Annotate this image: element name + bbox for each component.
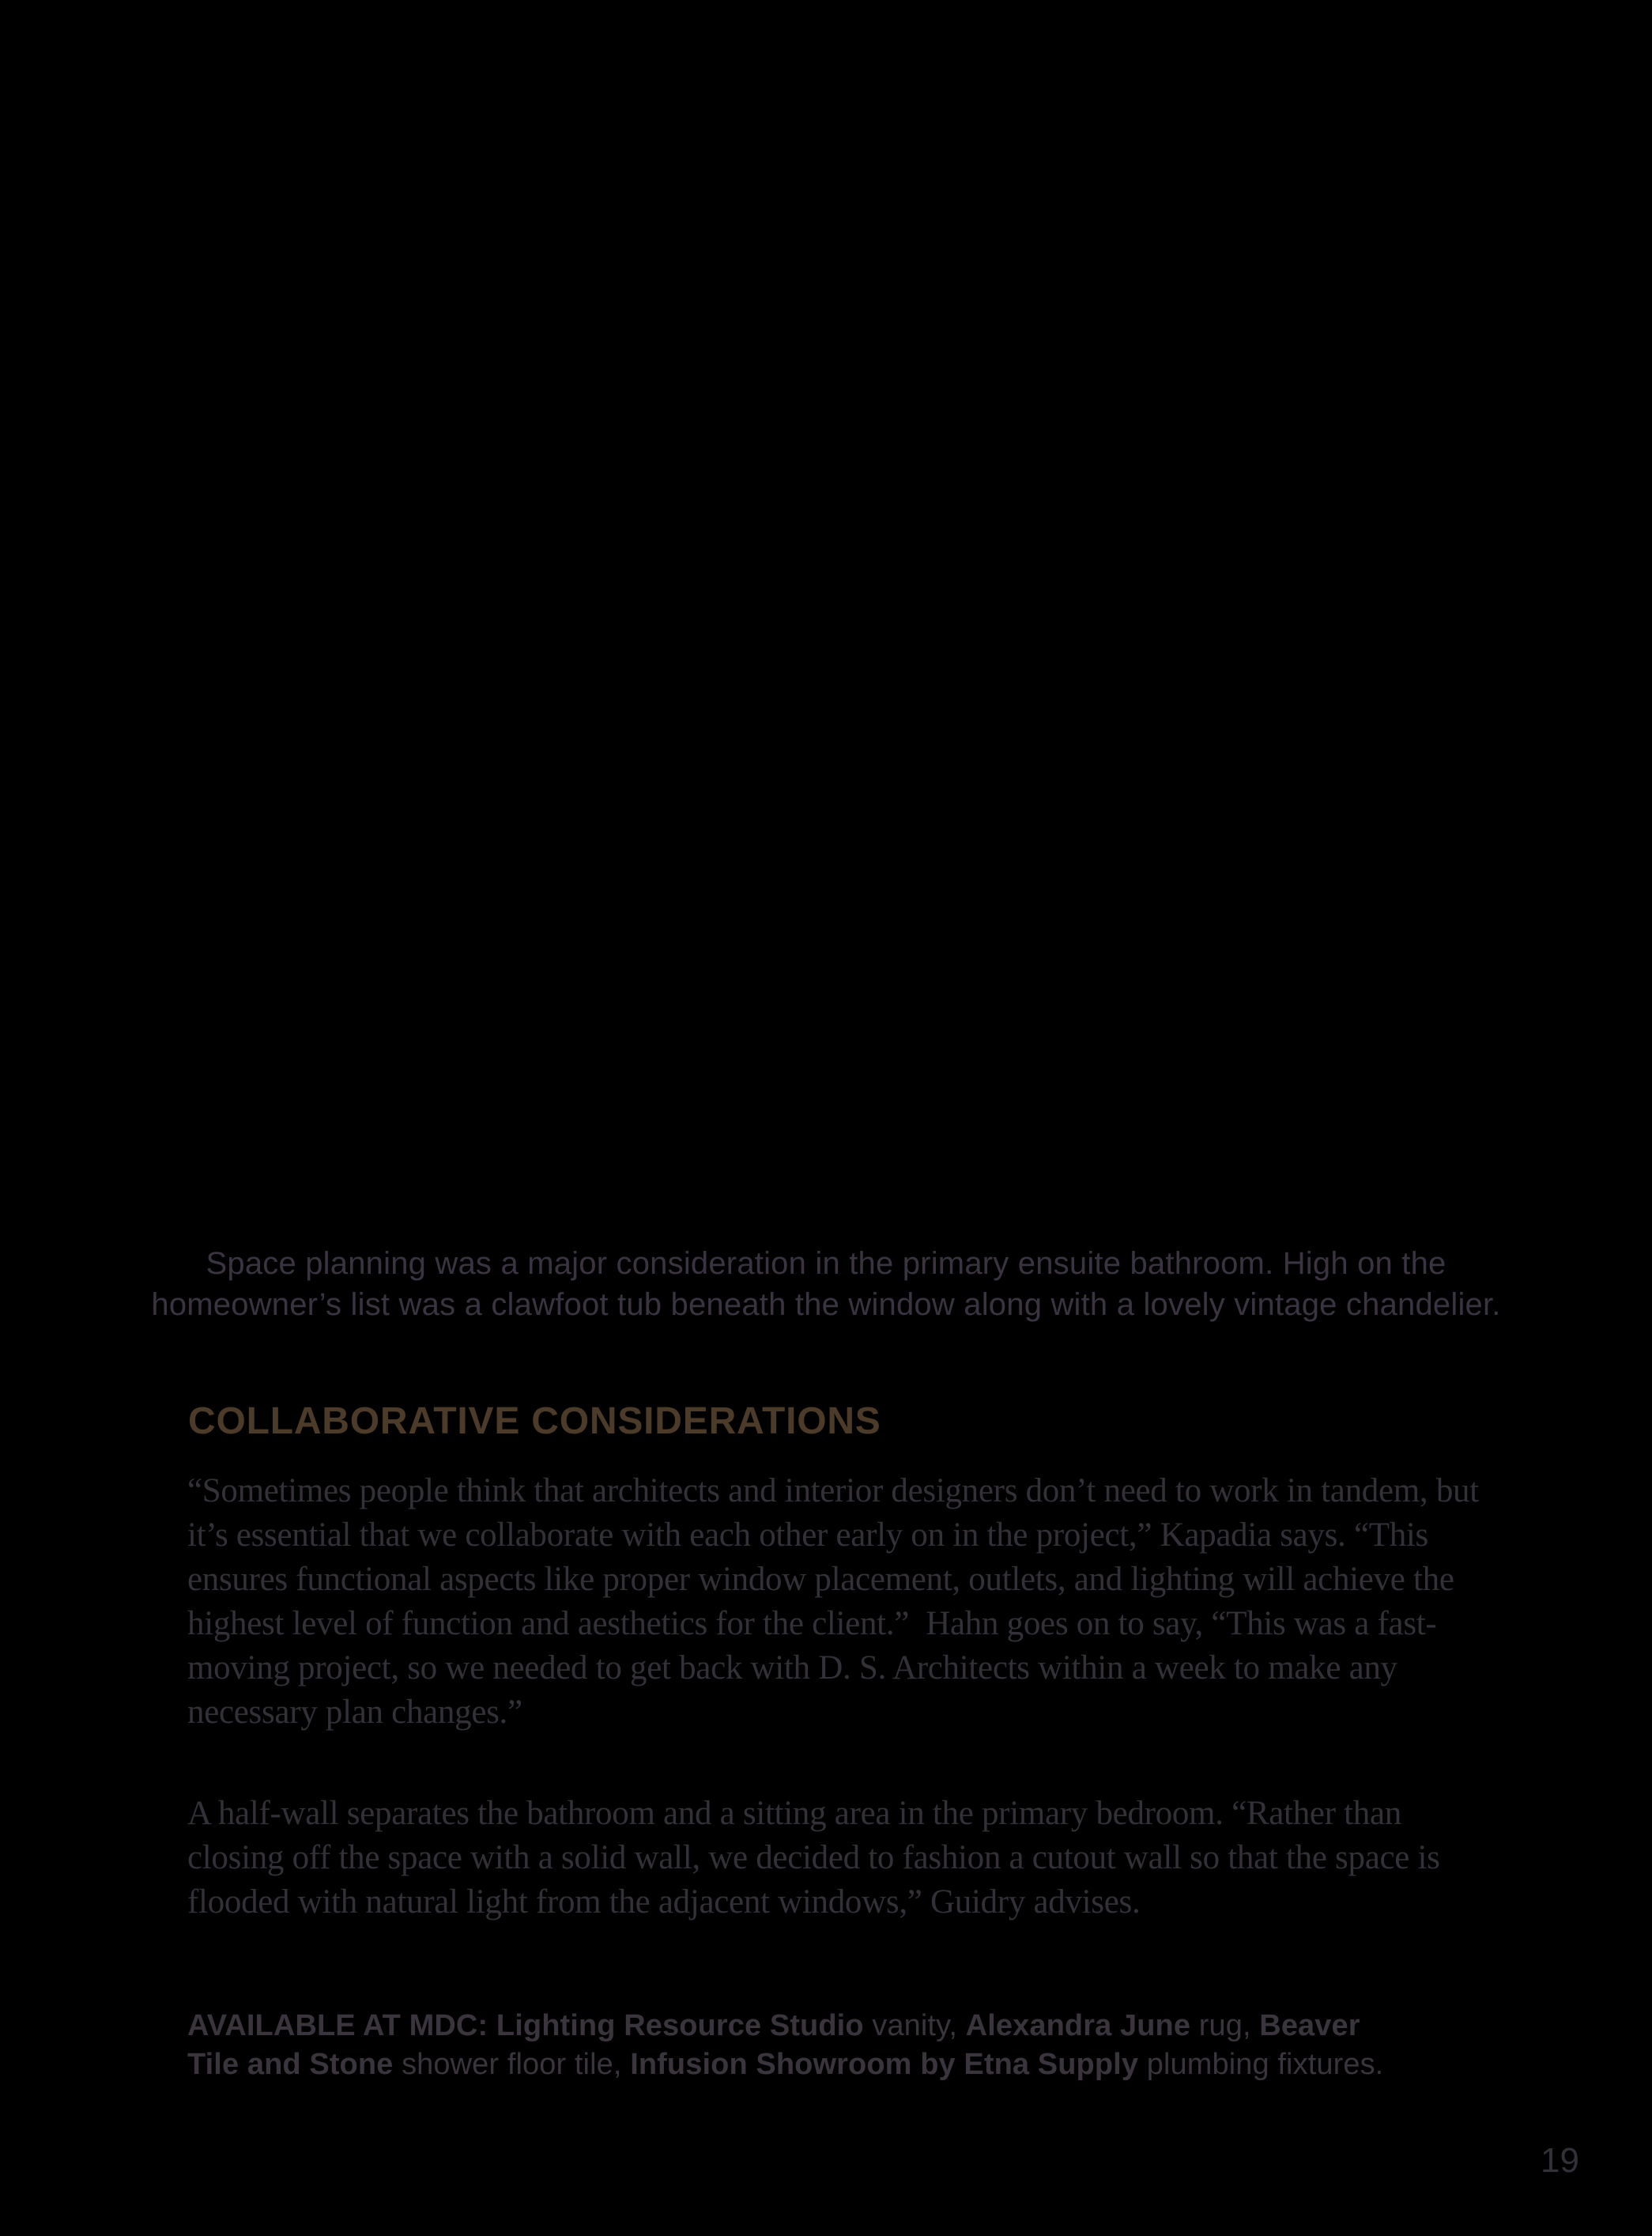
photo-caption: [0, 1243, 1652, 1325]
credits-item-plumbing-fixtures: plumbing fixtures.: [1138, 2048, 1384, 2081]
credits-vendor-beaver: Beaver: [1259, 2009, 1360, 2042]
credits-vendor-alexandra-june: Alexandra June: [965, 2009, 1191, 2042]
page-number: 19: [1541, 2141, 1579, 2180]
credits-item-shower-floor-tile: shower floor tile,: [393, 2048, 631, 2081]
photo-caption-line-1: Space planning was a major consideration in the primary ensuite bathroom. High on the: [206, 1246, 1446, 1281]
article-paragraph-1: “Sometimes people think that architects and interior designers don’t need to work in tandem, but it’s essential that we collaborate with each other early on in the project,” Kapadia says. “This ensures functional aspects like proper window placement, outlets, and lighting will achieve the highest level of function and aesthetics for the client.” Hahn goes on to say, “This was a fast-moving project, so we needed to get back with D. S. Architects within a week to make any necessary plan changes.”: [187, 1472, 1479, 1731]
credits-vendor-infusion-showroom: Infusion Showroom by Etna Supply: [630, 2048, 1139, 2081]
credits-item-vanity: vanity,: [863, 2009, 966, 2042]
credits-item-rug: rug,: [1190, 2009, 1260, 2042]
credits-line-2: [187, 2045, 1515, 2084]
article-paragraph-2: A half-wall separates the bathroom and a sitting area in the primary bedroom. “Rather than closing off the space with a solid wall, we decided to fashion a cutout wall so that the space is flooded with natural light from the adjacent windows,” Guidry advises.: [187, 1795, 1440, 1921]
credits-available-at-label: AVAILABLE AT MDC:: [187, 2009, 496, 2042]
section-heading: COLLABORATIVE CONSIDERATIONS: [188, 1400, 881, 1442]
credits-line-1: [187, 2007, 1515, 2045]
photo-caption-line-2: homeowner’s list was a clawfoot tub beneath the window along with a lovely vintage chandelier.: [151, 1287, 1501, 1322]
availability-credits: [187, 2007, 1515, 2084]
credits-vendor-lighting-resource-studio: Lighting Resource Studio: [496, 2009, 864, 2042]
credits-vendor-tile-and-stone: Tile and Stone: [187, 2048, 394, 2081]
